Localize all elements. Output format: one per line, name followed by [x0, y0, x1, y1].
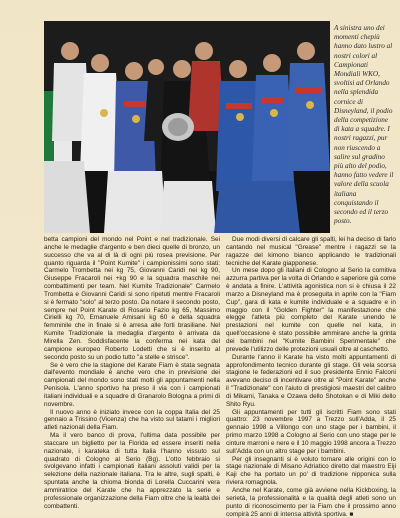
article-column-left: [44, 236, 220, 511]
article-column-right: [226, 236, 396, 518]
paragraph: Due modi diversi di calcare gli spalti, lei ha deciso di farlo cantando nel musical "Grease" mentre i ragazzi se la ragazze del kimono bianco applicando le tradizionali tecniche del Karate giapponese.: [226, 236, 396, 267]
paragraph: Gli appuntamenti per tutti gli iscritti Fiam sono stati quattro: 23 novembre 1997 a Trezzo sull'Adda, il 25 gennaio 1998 a Villongo con uno stage per i bambini, il primo marzo 1998 a Cologno al Serio con uno stage per le cinture marroni e nere e il 10 maggio 1998 ancora a Trezzo sull'Adda con un altro stage per i bambini.: [226, 408, 396, 455]
paragraph: Se è vero che la stagione del Karate Fiam è stata segnata dall'evento mondiale è anche vero che in previsione dei campionati del mondo sono stati molti gli appuntamenti nella Penisola. L'anno sportivo ha preso il via con i campionati italiani individuali e a squadre di Granarolo Bologna a primi di novembre.: [44, 361, 220, 408]
team-podium-photo: [44, 21, 330, 233]
paragraph: Anche nel Karate, come già avviene nella Kickboxing, la serietà, la professionalità e la qualità degli atleti sono un punto di riconoscimento per la Fiam che il prossimo anno compirà 25 anni di intensa attività sportiva. ■: [226, 487, 396, 518]
paragraph: Durante l'anno il Karate ha visto molti appuntamenti di approfondimento tecnico durante gli stage. Gli vela scorsa stagione le federazioni ed il suo presidente Ennio Falconi avevano deciso di incentivare oltre al "Point Karate" anche il "Tradizionale" con l'aiuto di prestigiosi maestri del calibro di Mikami, Tanaka e Ozawa dello Shotokan e di Miki dello Shito Ryu.: [226, 353, 396, 408]
photo-illustration: [44, 21, 330, 233]
paragraph: Ma il vero banco di prova, l'ultima data possibile per staccare un biglietto per la Florida ed essere inseriti nella nazionale, i karateka di tutta Italia l'hanno vissuto sul quadrato di Cologno al Serio (Bg). L'otto febbraio si svolgevano infatti i campionati italiani assoluti validi per la selezione della nazionale italiana. Tra le altre, sugli spalti, è spuntata anche la chioma bionda di Lorella Cuccarini vera ammiratrice del Karate che ha apprezzato la serie e professionale organizzazione della Fiam oltre che la lealtà dei combattenti.: [44, 432, 220, 510]
photo-caption: A sinistra uno dei momenti chepiù hanno dato lustro al nostri colori al Campionati Mondiali WKO, svoltisi ad Orlando nella splendida cornice di Disneyland, il podio della competizione di kata a squadre. I nostri ragazzi, pur non riuscendo a salire sul gradino più alto del podio, hanno fatto vedere il valore della scuola italiana conquistando il secondo ed il terzo posto.: [334, 24, 394, 226]
paragraph: Il nuovo anno è iniziato invece con la coppa Italia del 25 gennaio a Trissino (Vicenza) che ha visto sul tatami i migliori atleti nazionali della Fiam.: [44, 408, 220, 432]
paragraph: Per gli insegnanti si è voluto tornare alle origini con lo stage nazionale di Misano Adriatico diretto dal maestro Eiji Kaji che ha portato un po' di tradizione nipponica sulla riviera romagnola.: [226, 455, 396, 487]
paragraph: betta campioni del mondo nel Point e nel tradizionale. Sei anche le medaglie d'argento e ben dieci quelle di bronzo, un successo che va al di là di ogni più rosea previsione. Per quanto riguarda il "Point Kumite" i campionissimi sono stati: Carmelo Trombetta nei kg 75, Giovanni Caridi nei kg 90, Giuseppe Fracaroli nei +kg 90 e la squadra maschile nei combattimenti per team. Nel Kumite Tradizionale" Carmelo Trombetta e Giovanni Caridi si sono ripetuti mentre Fracaroli si è fermato "solo" al terzo posto. Da notare il secondo posto, sempre nel Point Karate di Rosario Fazio kg 65, Massimo Cirielli kg 70, Emanuele Amisani kg 60 e della squadra femminile che in finale si è arresa alle forti brasiliane. Nel Kumite Tradizionale la medaglia d'argento è arrivata da Mirella Zen. Soddisfacente la conferma nei kata del campione europeo Roberto Lodetti che si è inserito al secondo posto su un podio tutto "a stelle e strisce".: [44, 236, 220, 361]
paragraph: Un mese dopo gli italiani di Cologno al Serio la comitiva azzurra partiva per la volta di Orlando e saperiore già come è andata a finire. L'attività agonistica non si è chiusa il 22 marzo a Disneyland ma è proseguita in aprile con la "Fiam Cup", gara di kata e kumite individuale e a squadre e in maggio con il "Golden Fighter" la manifestazione che elegge l'atleta più completo del Karate unendo le prestazioni nel kumite con quelle nel kata, in quell'occasione è stato possibile ammirare anche la grinta dei bambini nel "Kumite Bambini Sperimentale" che prevede l'utilizzo delle protezioni usuali oltre al caschetto.: [226, 267, 396, 353]
